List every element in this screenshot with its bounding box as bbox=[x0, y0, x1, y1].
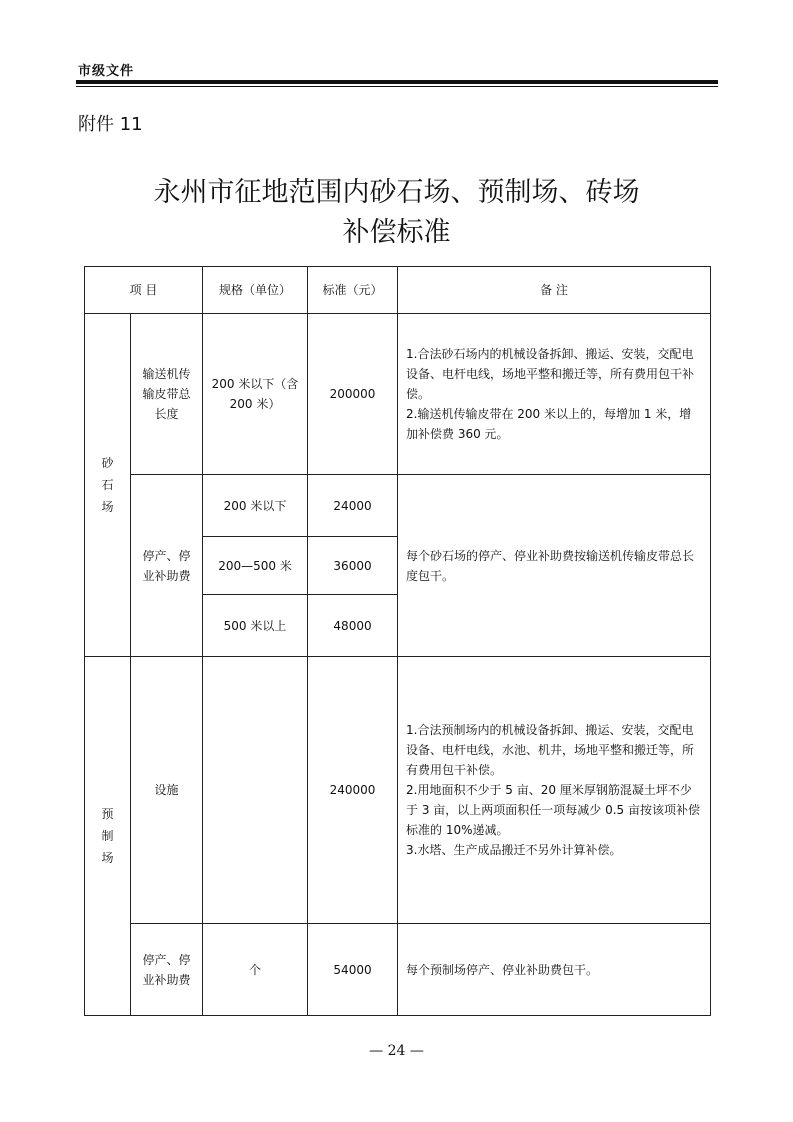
note-line: 1.合法预制场内的机械设备拆卸、搬运、安装，交配电设备、电杆电线，水池、机井，场地平整和搬迁等，所有费用包干补偿。 bbox=[406, 723, 695, 777]
header-rule-thin bbox=[76, 86, 718, 87]
header-spec: 规格（单位） bbox=[203, 267, 308, 314]
sand-conveyor-label: 输送机传输皮带总长度 bbox=[131, 314, 203, 475]
sand-subsidy-spec: 200—500 米 bbox=[203, 537, 308, 595]
sand-subsidy-spec: 200 米以下 bbox=[203, 475, 308, 537]
table-row bbox=[85, 924, 711, 1016]
sand-conveyor-standard: 200000 bbox=[308, 314, 398, 475]
sand-subsidy-standard: 48000 bbox=[308, 595, 398, 657]
precast-facility-standard: 240000 bbox=[308, 657, 398, 924]
table-row bbox=[85, 657, 711, 924]
header-item: 项 目 bbox=[85, 267, 203, 314]
page-title-line1: 永州市征地范围内砂石场、预制场、砖场 bbox=[153, 177, 640, 208]
note-line: 1.合法砂石场内的机械设备拆卸、搬运、安装，交配电设备、电杆电线，场地平整和搬迁等，所有费用包干补偿。 bbox=[406, 347, 695, 401]
note-line: 2.用地面积不少于 5 亩、20 厘米厚钢筋混凝土坪不少于 3 亩，以上两项面积任一项每减少 0.5 亩按该项补偿标准的 10%递减。 bbox=[406, 783, 700, 837]
category-sand bbox=[85, 314, 131, 657]
sand-subsidy-standard: 24000 bbox=[308, 475, 398, 537]
note-line: 3.水塔、生产成品搬迁不另外计算补偿。 bbox=[406, 843, 622, 857]
table-row bbox=[85, 314, 711, 475]
precast-subsidy-standard: 54000 bbox=[308, 924, 398, 1016]
precast-subsidy-note: 每个预制场停产、停业补助费包干。 bbox=[398, 924, 711, 1016]
precast-subsidy-label: 停产、停业补助费 bbox=[131, 924, 203, 1016]
header-standard: 标准（元） bbox=[308, 267, 398, 314]
precast-subsidy-spec: 个 bbox=[203, 924, 308, 1016]
table-header-row bbox=[85, 267, 711, 314]
table-row bbox=[85, 475, 711, 537]
category-precast bbox=[85, 657, 131, 1016]
category-sand-label: 砂石场 bbox=[101, 456, 114, 514]
category-precast-label: 预制场 bbox=[101, 807, 114, 865]
page-title-line2: 补偿标准 bbox=[342, 217, 451, 248]
attachment-label: 附件 11 bbox=[78, 114, 143, 135]
sand-subsidy-standard: 36000 bbox=[308, 537, 398, 595]
note-line: 2.输送机传输皮带在 200 米以上的，每增加 1 米，增加补偿费 360 元。 bbox=[406, 407, 692, 441]
sand-subsidy-note: 每个砂石场的停产、停业补助费按输送机传输皮带总长度包干。 bbox=[398, 475, 711, 657]
sand-conveyor-spec: 200 米以下（含 200 米） bbox=[203, 314, 308, 475]
header-rule-thick bbox=[76, 80, 718, 84]
page-number: — 24 — bbox=[369, 1043, 424, 1059]
sand-conveyor-note bbox=[398, 314, 711, 475]
precast-facility-note bbox=[398, 657, 711, 924]
document-header-label: 市级文件 bbox=[78, 64, 135, 79]
sand-subsidy-label: 停产、停业补助费 bbox=[131, 475, 203, 657]
precast-facility-spec bbox=[203, 657, 308, 924]
sand-subsidy-spec: 500 米以上 bbox=[203, 595, 308, 657]
header-note: 备 注 bbox=[398, 267, 711, 314]
precast-facility-label: 设施 bbox=[131, 657, 203, 924]
compensation-table bbox=[84, 266, 711, 1016]
